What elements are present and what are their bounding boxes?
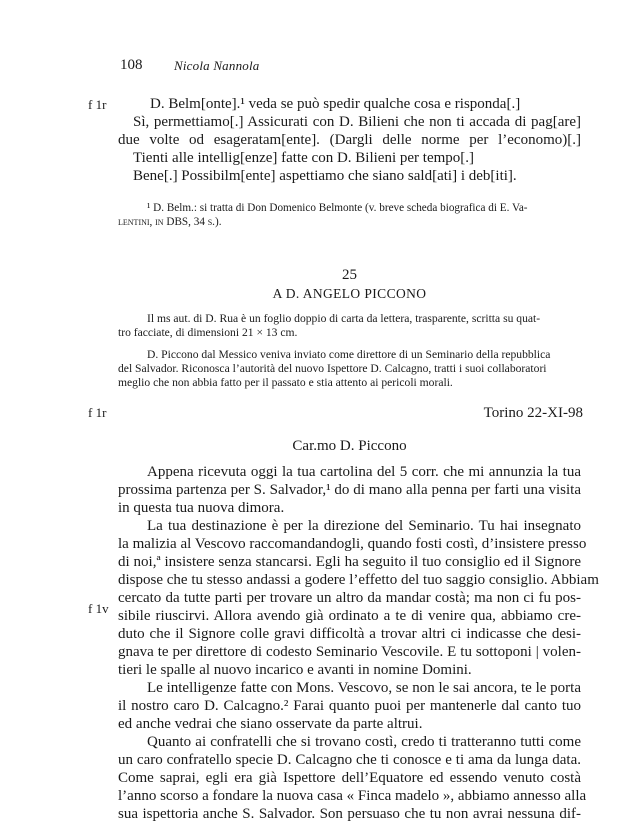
text-line: Sì, permettiamo[.] Assicurati con D. Bilieni che non ti accada di pag[are]	[133, 114, 581, 130]
body-line: cercato da tutte parti per trovare un altro da mandar costà; ma non ci fu pos-	[118, 590, 581, 606]
body-line: l’anno scorso a fondare la nuova casa « Finca madelo », abbiamo annesso alla	[118, 788, 587, 804]
text-line: Tienti alle intellig[enze] fatte con D. Bilieni per tempo[.]	[133, 150, 475, 166]
letter-salutation: Car.mo D. Piccono	[292, 438, 407, 454]
body-line: gnava te per direttore di codesto Seminario Vescovile. E tu sottoponi | volen-	[118, 644, 581, 660]
text-line: due volte od esageratam[ente]. (Dargli delle norme per l’economo)[.]	[118, 132, 581, 148]
body-line: la malizia al Vescovo raccomandandogli, quando fosti costì, d’insistere presso	[118, 536, 587, 552]
summary-note-line: meglio che non abbia fatto per il passato e stia attento ai pericoli morali.	[118, 376, 453, 389]
footnote-line: ¹ D. Belm.: si tratta di Don Domenico Belmonte (v. breve scheda biografica di E. Va-	[147, 202, 528, 214]
summary-note-line: D. Piccono dal Messico veniva inviato come direttore di un Seminario della repubblica	[147, 348, 551, 361]
body-line: duto che il Signore colle gravi difficoltà a trovar altri ci indicasse che desi-	[118, 626, 581, 642]
letter-title: A D. ANGELO PICCONO	[272, 286, 427, 301]
letter-date: Torino 22-XI-98	[483, 405, 583, 421]
text-line: Bene[.] Possibilm[ente] aspettiamo che siano sald[ati] i deb[iti].	[133, 168, 517, 184]
body-line: Come saprai, egli era già Ispettore dell’Equatore ed essendo venuto costà	[118, 770, 581, 786]
running-head: Nicola Nannola	[174, 58, 260, 73]
body-line: sibile riuscirvi. Allora avendo già ordinato a te di venire qua, abbiamo cre-	[118, 608, 581, 624]
body-line: dispose che tu stesso andassi a godere l’effetto del tuo saggio consiglio. Abbiam	[118, 572, 599, 588]
body-line: Appena ricevuta oggi la tua cartolina del 5 corr. che mi annunzia la tua	[147, 464, 581, 480]
page-number: 108	[120, 57, 143, 73]
source-note-line: tro facciate, di dimensioni 21 × 13 cm.	[118, 326, 298, 339]
body-line: La tua destinazione è per la direzione del Seminario. Tu hai insegnato	[147, 518, 581, 534]
folio-mark-f1r-letter: f 1r	[88, 405, 107, 420]
folio-mark-f1r-top: f 1r	[88, 97, 107, 112]
body-line: tieri le spalle al nuovo incarico e avanti in nomine Domini.	[118, 662, 472, 678]
body-line: un caro confratello specie D. Calcagno che ti conosce e ti ama da lunga data.	[118, 752, 581, 768]
folio-mark-f1v: f 1v	[88, 601, 109, 616]
footnote-line: lentini, in DBS, 34 s.).	[118, 216, 222, 228]
body-line: Quanto ai confratelli che si trovano costì, credo ti tratteranno tutti come	[147, 734, 581, 750]
text-line: D. Belm[onte].¹ veda se può spedir qualche cosa e risponda[.]	[150, 96, 521, 112]
source-note-line: Il ms aut. di D. Rua è un foglio doppio di carta da lettera, trasparente, scritta su quat-	[147, 312, 541, 325]
letter-number: 25	[342, 267, 357, 283]
body-line: ed anche vedrai che siano osservate da parte altrui.	[118, 716, 423, 732]
body-line: prossima partenza per S. Salvador,¹ do di mano alla penna per farti una visita	[118, 482, 581, 498]
body-line: Le intelligenze fatte con Mons. Vescovo, se non le sai ancora, te le porta	[147, 680, 581, 696]
summary-note-line: del Salvador. Riconosca l’autorità del nuovo Ispettore D. Calcagno, tratti i suoi collaboratori	[118, 362, 547, 375]
body-line: il nostro caro D. Calcagno.² Farai quanto puoi per mantenerle dal canto tuo	[118, 698, 581, 714]
body-line: di noi,ª insistere senza stancarsi. Egli ha seguito il tuo consiglio ed il Signore	[118, 554, 581, 570]
body-line: sua ispettoria anche S. Salvador. Son persuaso che tu non avrai nessuna dif-	[118, 806, 581, 822]
body-line: in questa tua nuova dimora.	[118, 500, 285, 516]
